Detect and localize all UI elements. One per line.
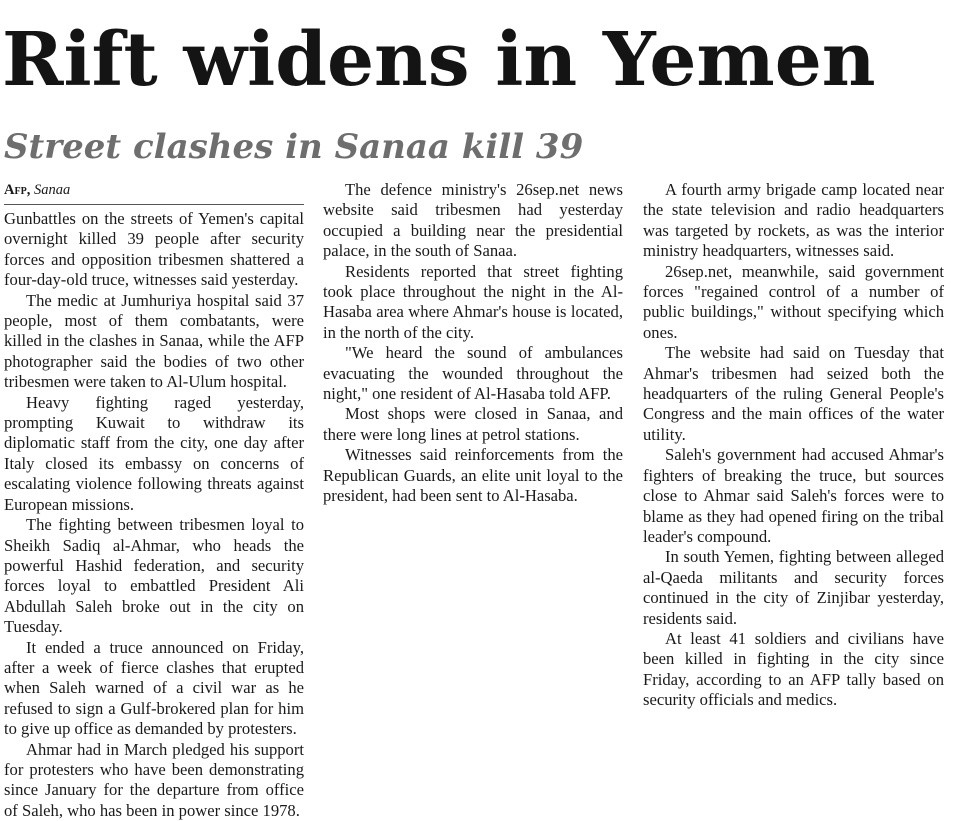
byline-agency: Afp, — [4, 182, 31, 198]
article-paragraph: The medic at Jumhuriya hospital said 37 people, most of them combatants, were killed in the clashes in Sanaa, while the AFP photographer said the bodies of two other tribesmen were taken to Al-Ulum hospital. — [4, 290, 304, 392]
article-paragraph: Witnesses said reinforcements from the Republican Guards, an elite unit loyal to the president, had been sent to Al-Hasaba. — [323, 445, 623, 506]
article-paragraph: At least 41 soldiers and civilians have been killed in fighting in the city since Friday, according to an AFP tally based on security officials and medics. — [643, 628, 944, 710]
byline-place: Sanaa — [33, 182, 71, 198]
article-paragraph: The defence ministry's 26sep.net news website said tribesmen had yesterday occupied a building near the presidential palace, in the south of Sanaa. — [323, 180, 623, 261]
article-paragraph: Ahmar had in March pledged his support for protesters who have been demonstrating since January for the departure from office of Saleh, who has been in power since 1978. — [4, 739, 304, 820]
byline — [4, 180, 304, 205]
article-paragraph: 26sep.net, meanwhile, said government forces "regained control of a number of public buildings," without specifying which ones. — [643, 261, 944, 342]
headline: Rift widens in Yemen — [2, 17, 876, 103]
article-paragraph: Residents reported that street fighting took place throughout the night in the Al-Hasaba area where Ahmar's house is located, in the north of the city. — [323, 261, 623, 342]
subheadline: Street clashes in Sanaa kill 39 — [4, 127, 584, 167]
article-paragraph: "We heard the sound of ambulances evacuating the wounded throughout the night," one resident of Al-Hasaba told AFP. — [323, 343, 623, 404]
article-paragraph: The website had said on Tuesday that Ahmar's tribesmen had seized both the headquarters of the ruling General People's Congress and the main offices of the water utility. — [643, 343, 944, 444]
article-paragraph: A fourth army brigade camp located near the state television and radio headquarters was targeted by rockets, as was the interior ministry headquarters, witnesses said. — [643, 180, 944, 261]
article-paragraph: Gunbattles on the streets of Yemen's capital overnight killed 39 people after security forces and opposition tribesmen shattered a four-day-old truce, witnesses said yesterday. — [4, 209, 304, 290]
article-paragraph: Saleh's government had accused Ahmar's fighters of breaking the truce, but sources close to Ahmar said Saleh's forces were to blame as they had opened firing on the tribal leader's compound. — [643, 445, 944, 546]
article-paragraph: Heavy fighting raged yesterday, prompting Kuwait to withdraw its diplomatic staff from the city, one day after Italy closed its embassy on concerns of escalating violence following threats against European missions. — [4, 392, 304, 514]
article-column-2 — [323, 180, 623, 507]
article-column-1 — [4, 180, 304, 821]
article-paragraph: It ended a truce announced on Friday, after a week of fierce clashes that erupted when Saleh warned of a civil war as he refused to sign a Gulf-brokered plan for him to give up office as demanded by protesters. — [4, 637, 304, 739]
article-paragraph: The fighting between tribesmen loyal to Sheikh Sadiq al-Ahmar, who heads the powerful Hashid federation, and security forces loyal to embattled President Ali Abdullah Saleh broke out in the city on Tuesday. — [4, 515, 304, 637]
article-paragraph: In south Yemen, fighting between alleged al-Qaeda militants and security forces continued in the city of Zinjibar yesterday, residents said. — [643, 547, 944, 628]
article-paragraph: Most shops were closed in Sanaa, and there were long lines at petrol stations. — [323, 404, 623, 444]
article-column-3 — [643, 180, 944, 711]
